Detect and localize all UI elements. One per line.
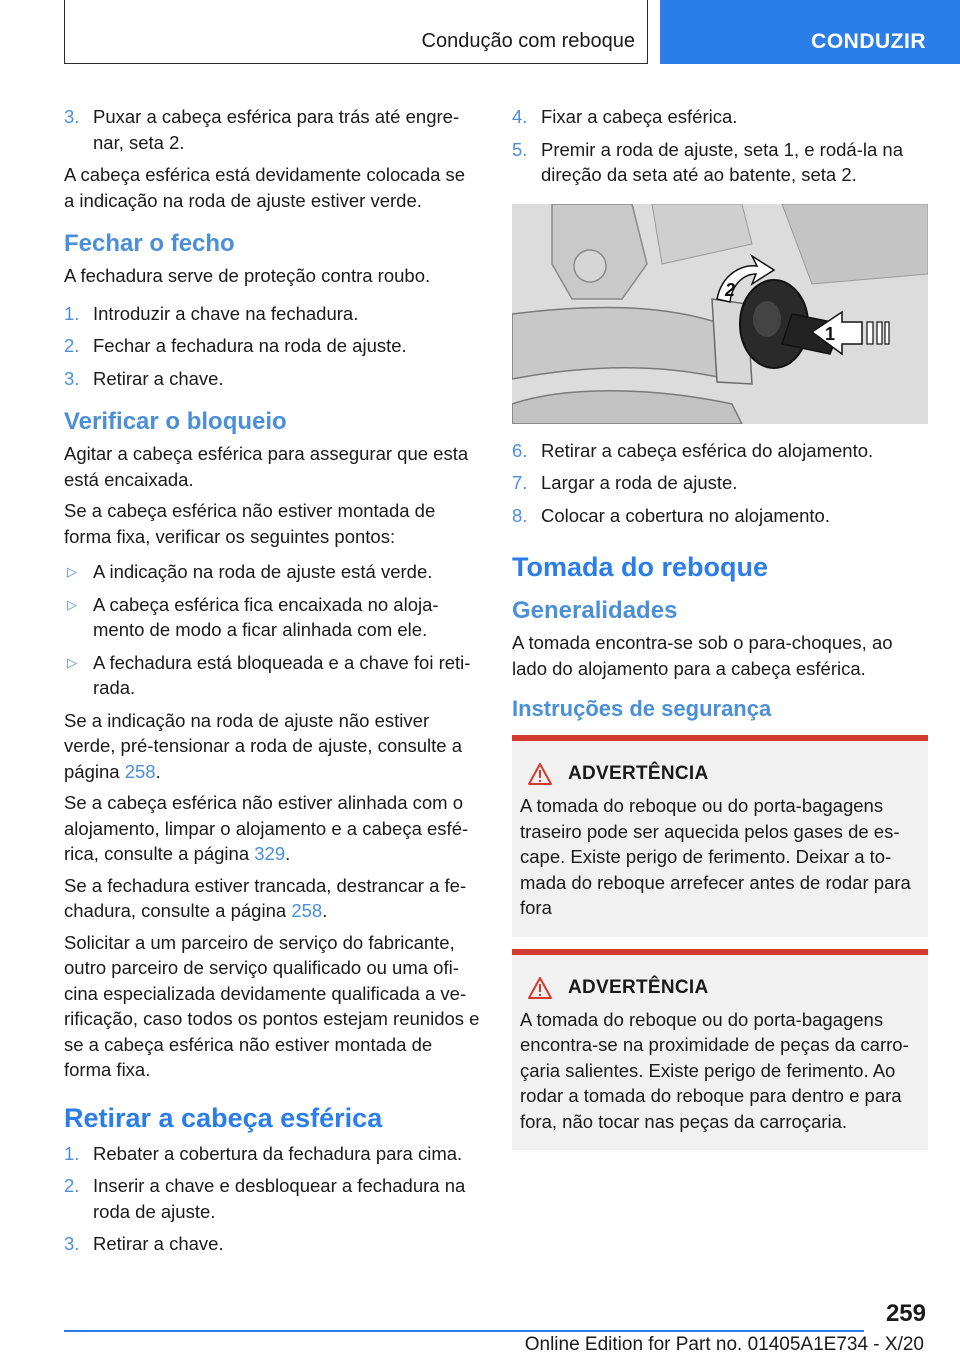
- step-number: 5.: [512, 138, 528, 160]
- step-number: 1.: [64, 302, 80, 324]
- header-chapter-box: [64, 0, 648, 64]
- edition-note: Online Edition for Part no. 01405A1E734 - X/20: [524, 1334, 924, 1355]
- arrow-2-label: 2: [725, 279, 736, 300]
- left-column: [64, 104, 480, 1264]
- chapter-title: Condução com reboque: [421, 30, 635, 52]
- paragraph: [64, 708, 480, 785]
- paragraph: Agitar a cabeça esférica para assegurar que esta está encaixada.: [64, 443, 469, 490]
- list-item: [64, 1141, 480, 1167]
- warning-header: [528, 977, 920, 999]
- step-text: Fixar a cabeça esférica.: [541, 106, 738, 127]
- list-item: [512, 503, 928, 529]
- paragraph-text: Se a cabeça esférica não estiver alinhada com o alojamento, limpar o alojamento e a cabeça esférica, consulte a página: [64, 792, 469, 864]
- list-item: [64, 1173, 480, 1224]
- paragraph-text: .: [155, 760, 161, 782]
- list-item: [512, 104, 928, 130]
- step-text: Rebater a cobertura da fechadura para cima.: [93, 1142, 463, 1164]
- step-text: Retirar a chave.: [93, 367, 224, 389]
- section-title: CONDUZIR: [811, 30, 926, 53]
- warning-title: ADVERTÊNCIA: [568, 976, 709, 998]
- list-item: [64, 301, 480, 327]
- tow-hitch-illustration: [512, 204, 928, 424]
- bullet-item: [64, 559, 480, 585]
- heading-fechar-o-fecho: Fechar o fecho: [64, 230, 235, 257]
- step-text: Largar a roda de ajuste.: [541, 472, 738, 493]
- step-number: 7.: [512, 472, 528, 493]
- warning-text: A tomada do reboque ou do porta-bagagens traseiro pode ser aquecida pelos gases de escape. Existe perigo de ferimento. Deixar a tomada do reboque arrefecer antes de rodar para fora: [520, 795, 911, 918]
- page-link[interactable]: 258: [124, 760, 156, 782]
- paragraph: Se a cabeça esférica não estiver montada de forma fixa, verificar os seguintes pontos:: [64, 500, 436, 547]
- warning-text: A tomada do reboque ou do porta-bagagens encontra-se na proximidade de peças da carroçaria salientes. Existe perigo de ferimento. Ao rodar a tomada do reboque para dentro e para fora, não tocar nas peças da carroçaria.: [520, 1008, 909, 1132]
- page-link[interactable]: 258: [291, 900, 323, 921]
- header-section-tab: [660, 0, 960, 64]
- bullet-item: [64, 592, 480, 643]
- step-number: 6.: [512, 439, 528, 461]
- list-item: [512, 137, 928, 188]
- paragraph-text: .: [285, 843, 291, 864]
- triangle-bullet-icon: ▷: [67, 654, 77, 670]
- step-number: 8.: [512, 504, 528, 526]
- bullet-text: A cabeça esférica fica encaixada no alojamento de modo a ficar alinhada com ele.: [93, 593, 439, 640]
- bullet-text: A fechadura está bloqueada e a chave foi retirada.: [93, 651, 471, 698]
- step-number: 3.: [64, 367, 80, 389]
- heading-verificar-o-bloqueio: Verificar o bloqueio: [64, 408, 287, 435]
- bullet-item: [64, 650, 480, 701]
- step-text: Inserir a chave e desbloquear a fechadura na roda de ajuste.: [93, 1175, 466, 1222]
- list-item: [64, 1231, 480, 1257]
- list-item: [512, 438, 928, 464]
- step-number: 3.: [64, 106, 80, 127]
- page-number: 259: [885, 1300, 926, 1327]
- paragraph: A fechadura serve de proteção contra roubo.: [64, 265, 431, 286]
- step-text: Introduzir a chave na fechadura.: [93, 302, 359, 324]
- warning-triangle-icon: [528, 763, 552, 785]
- list-item: [512, 470, 928, 496]
- step-number: 2.: [64, 335, 80, 356]
- warning-triangle-icon: [528, 977, 552, 999]
- warning-header: [528, 763, 920, 785]
- heading-retirar-cabeca-esferica: Retirar a cabeça esférica: [64, 1102, 383, 1133]
- paragraph: Solicitar a um parceiro de serviço do fabricante, outro parceiro de serviço qualificado ou uma oficina especializada devidamente qualificada a verificação, caso todos os pontos estejam reunidos e se a cabeça esférica não estiver montada de forma fixa.: [64, 931, 480, 1080]
- paragraph-text: Se a indicação na roda de ajuste não estiver verde, pré-tensionar a roda de ajuste, consulte a página: [64, 709, 462, 782]
- warning-title: ADVERTÊNCIA: [568, 763, 709, 784]
- step-text: Retirar a chave.: [93, 1233, 224, 1254]
- heading-tomada-do-reboque: Tomada do reboque: [512, 552, 769, 582]
- list-item: [64, 104, 480, 155]
- warning-box: [512, 735, 928, 937]
- heading-instrucoes-de-seguranca: Instruções de segurança: [512, 696, 772, 721]
- step-number: 2.: [64, 1175, 80, 1196]
- step-text: Fechar a fechadura na roda de ajuste.: [93, 335, 407, 356]
- paragraph: A tomada encontra-se sob o para-choques, ao lado do alojamento para a cabeça esférica.: [512, 632, 893, 679]
- step-text: Retirar a cabeça esférica do alojamento.: [541, 439, 874, 461]
- warning-box: [512, 949, 928, 1151]
- tow-hitch-drawing: [512, 204, 928, 424]
- triangle-bullet-icon: ▷: [67, 596, 77, 612]
- list-item: [64, 333, 480, 359]
- step-text: Premir a roda de ajuste, seta 1, e rodá-la na direção da seta até ao batente, seta 2.: [541, 138, 903, 185]
- step-number: 3.: [64, 1233, 80, 1254]
- triangle-bullet-icon: ▷: [67, 564, 77, 579]
- heading-generalidades: Generalidades: [512, 597, 678, 624]
- paragraph-text: .: [322, 900, 328, 921]
- paragraph: [64, 873, 480, 924]
- list-item: [64, 366, 480, 392]
- footer-divider: [64, 1330, 864, 1332]
- step-text: Colocar a cobertura no alojamento.: [541, 504, 830, 526]
- paragraph: A cabeça esférica está devidamente colocada se a indicação na roda de ajuste estiver verde.: [64, 164, 466, 211]
- step-number: 1.: [64, 1142, 80, 1164]
- paragraph: [64, 790, 480, 867]
- step-text: Puxar a cabeça esférica para trás até engrenar, seta 2.: [93, 106, 460, 153]
- page-link[interactable]: 329: [254, 843, 286, 864]
- bullet-text: A indicação na roda de ajuste está verde.: [93, 561, 433, 582]
- right-column: [512, 104, 928, 1150]
- paragraph-text: Se a fechadura estiver trancada, destrancar a fechadura, consulte a página: [64, 874, 467, 921]
- arrow-1-label: 1: [825, 323, 836, 344]
- step-number: 4.: [512, 106, 528, 127]
